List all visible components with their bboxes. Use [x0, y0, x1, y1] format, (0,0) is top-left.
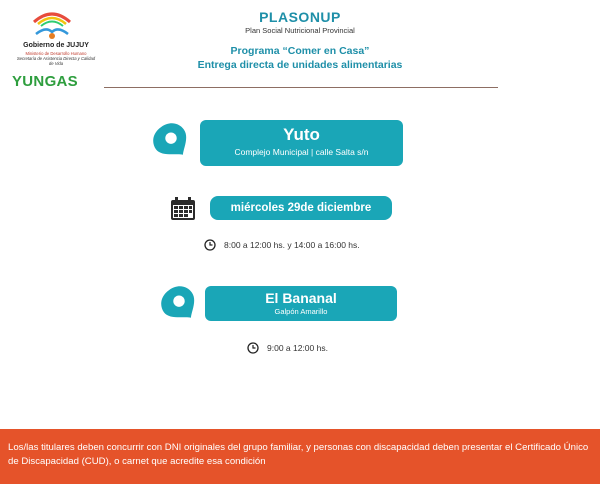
program-description: Entrega directa de unidades alimentarias	[197, 59, 403, 71]
schedule-label: 9:00 a 12:00 hs.	[267, 343, 328, 353]
clock-icon	[204, 239, 216, 251]
header-divider	[104, 87, 498, 88]
date-label: miércoles 29de diciembre	[230, 202, 372, 214]
footer-notice-text: Los/las titulares deben concurrir con DNI originales del grupo familiar, y personas con discapacidad deben presentar el Certificado Único de Discapacidad (CUD), o carnet que acredite esa condición	[8, 442, 589, 467]
location-yuto-card	[200, 120, 403, 166]
location-name: Yuto	[283, 125, 320, 144]
location-name: El Bananal	[265, 290, 337, 306]
clock-icon	[247, 342, 259, 354]
footer-notice-banner	[0, 429, 600, 484]
schedule-row	[204, 239, 360, 251]
location-address: Complejo Municipal | calle Salta s/n	[234, 147, 369, 157]
program-subtitle: Plan Social Nutricional Provincial	[245, 26, 355, 35]
location-pin-icon	[160, 285, 198, 323]
location-pin-icon	[152, 122, 190, 160]
government-emblem-icon	[30, 8, 74, 42]
secretariat-name: Secretaría de Asistencia Directa y Calidad de Vida	[16, 56, 96, 66]
government-title: Gobierno de JUJUY	[23, 42, 89, 49]
program-title: PLASONUP	[259, 9, 341, 25]
calendar-icon	[170, 197, 196, 221]
schedule-label: 8:00 a 12:00 hs. y 14:00 a 16:00 hs.	[224, 240, 360, 250]
ministry-name: Ministerio de Desarrollo Humano	[25, 51, 87, 56]
date-badge	[210, 196, 392, 220]
program-name: Programa “Comer en Casa”	[230, 45, 370, 57]
region-label: YUNGAS	[12, 73, 78, 90]
schedule-row	[247, 342, 328, 354]
location-bananal-card	[205, 286, 397, 321]
location-subtitle: Galpón Amarillo	[274, 307, 328, 316]
